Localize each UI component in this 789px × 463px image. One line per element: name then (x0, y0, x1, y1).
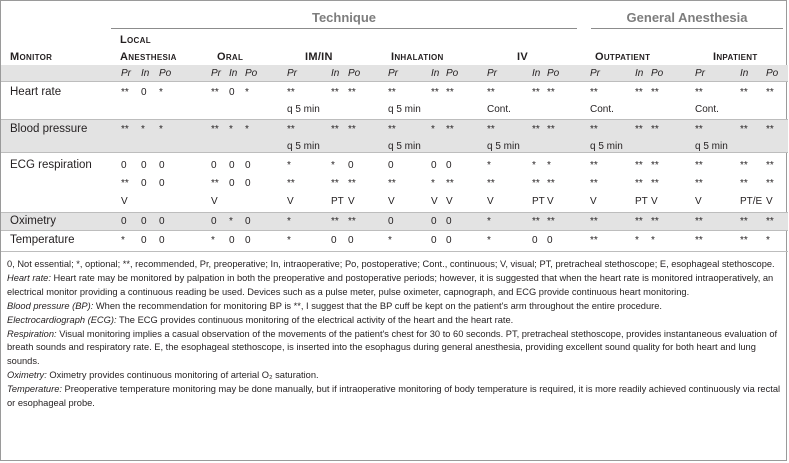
rule-4 (1, 230, 788, 231)
table-cell: * (487, 216, 491, 227)
rule-3 (1, 212, 788, 213)
table-cell: 0 (141, 216, 147, 227)
footnote-legend: 0, Not essential; *, optional; **, recommended, Pr, preoperative; In, intraoperative; Po, postoperative; Cont., continuous; V, visual; PT, pretracheal stethoscope; E, esophageal stethoscope. (7, 259, 775, 269)
subheader-inpatient-pr: Pr (695, 68, 705, 79)
table-cell: * (431, 178, 435, 189)
table-cell: 0 (245, 178, 251, 189)
table-cell: * (532, 160, 536, 171)
table-cell: 0 (532, 235, 538, 246)
footnote-oxi-text: Oximetry provides continuous monitoring of arterial O₂ saturation. (46, 370, 319, 381)
table-cell: q 5 min (695, 141, 728, 152)
subheader-oral-pr: Pr (211, 68, 221, 79)
footnote-resp-text: Visual monitoring implies a casual observation of the movements of the patient's chest for 30 to 60 seconds. PT, pretracheal stethoscope, provides instantaneous evaluation of breath sounds and respiratory rate. E, the esophageal stethoscope, is inserted into the esophagus during general anesthesia, providing excellent sound quality for both heart and lung sounds. (7, 328, 778, 367)
table-cell: ** (121, 124, 129, 135)
table-cell: 0 (446, 235, 452, 246)
table-cell: PT (532, 196, 545, 207)
table-cell: V (388, 196, 395, 207)
subheader-outpatient-po: Po (651, 68, 664, 79)
table-cell: 0 (141, 235, 147, 246)
col-inhalation: Inhalation (391, 51, 444, 63)
table-cell: ** (348, 124, 356, 135)
rule-bottom (1, 251, 788, 252)
table-cell: * (159, 87, 163, 98)
group-technique: Technique (311, 10, 377, 25)
col-local-anesthesia-line2: Anesthesia (120, 51, 177, 63)
subheader-local-pr: Pr (121, 68, 131, 79)
table-cell: ** (590, 178, 598, 189)
table-cell: 0 (159, 216, 165, 227)
table-cell: ** (446, 178, 454, 189)
table-cell: * (635, 235, 639, 246)
footnote-heart-rate (7, 272, 783, 300)
row-label: Temperature (10, 234, 75, 246)
table-cell: ** (331, 87, 339, 98)
table-cell: 0 (141, 178, 147, 189)
table-cell: ** (348, 178, 356, 189)
col-outpatient: Outpatient (595, 51, 651, 63)
table-cell: * (287, 216, 291, 227)
footnote-ecg (7, 314, 783, 328)
table-cell: ** (590, 160, 598, 171)
table-cell: q 5 min (287, 141, 320, 152)
rule-1 (1, 119, 788, 120)
table-cell: 0 (348, 160, 354, 171)
table-cell: ** (121, 178, 129, 189)
table-cell: ** (766, 160, 774, 171)
table-cell: 0 (159, 160, 165, 171)
table-cell: 0 (121, 160, 127, 171)
table-cell: 0 (431, 235, 437, 246)
subheader-local-in: In (141, 68, 150, 79)
table-cell: PT (331, 196, 344, 207)
table-cell: ** (635, 216, 643, 227)
table-cell: * (487, 235, 491, 246)
table-cell: 0 (211, 216, 217, 227)
table-cell: ** (695, 178, 703, 189)
footnote-resp-term: Respiration: (7, 328, 57, 339)
table-cell: ** (547, 216, 555, 227)
table-cell: 0 (229, 87, 235, 98)
table-cell: ** (388, 178, 396, 189)
table-cell: q 5 min (388, 141, 421, 152)
col-iv: IV (517, 51, 528, 63)
table-cell: 0 (159, 178, 165, 189)
table-cell: ** (766, 178, 774, 189)
table-cell: ** (487, 87, 495, 98)
table-cell: 0 (141, 160, 147, 171)
subheader-inhalation-in: In (431, 68, 440, 79)
table-cell: ** (635, 160, 643, 171)
table-cell: 0 (121, 216, 127, 227)
table-cell: ** (766, 216, 774, 227)
table-cell: * (245, 87, 249, 98)
table-cell: * (766, 235, 770, 246)
table-cell: 0 (245, 235, 251, 246)
table-cell: ** (211, 124, 219, 135)
table-cell: ** (211, 87, 219, 98)
table-cell: ** (590, 216, 598, 227)
table-cell: ** (547, 124, 555, 135)
table-cell: * (121, 235, 125, 246)
table-cell: ** (635, 178, 643, 189)
table-cell: V (547, 196, 554, 207)
group-general-anesthesia-rule (591, 28, 783, 29)
rule-2 (1, 152, 788, 153)
table-cell: ** (695, 235, 703, 246)
table-cell: ** (695, 124, 703, 135)
table-cell: ** (651, 216, 659, 227)
table-cell: * (487, 160, 491, 171)
subheader-outpatient-pr: Pr (590, 68, 600, 79)
table-cell: ** (590, 235, 598, 246)
table-cell: * (141, 124, 145, 135)
table-cell: ** (740, 124, 748, 135)
table-cell: ** (446, 124, 454, 135)
table-cell: ** (532, 87, 540, 98)
table-cell: ** (766, 124, 774, 135)
table-cell: ** (547, 87, 555, 98)
table-cell: * (211, 235, 215, 246)
subheader-iv-in: In (532, 68, 541, 79)
subheader-inhalation-pr: Pr (388, 68, 398, 79)
table-cell: ** (211, 178, 219, 189)
footnote-ecg-term: Electrocardiograph (ECG): (7, 314, 117, 325)
table-cell: ** (348, 87, 356, 98)
table-cell: * (229, 216, 233, 227)
table-cell: 0 (245, 216, 251, 227)
footnote-heart-rate-text: Heart rate may be monitored by palpation in both the preoperative and postoperative periods; however, it is suggested that when the heart rate is monitored intraoperatively, an electrical monitor providing a continuous reading be used. Devices such as a pulse meter, pulse oximeter, capnograph, and ECG provide continuous heart monitoring. (7, 272, 774, 297)
table-cell: q 5 min (487, 141, 520, 152)
table-cell: ** (487, 124, 495, 135)
footnote-oxi-term: Oximetry: (7, 370, 47, 381)
table-cell: V (590, 196, 597, 207)
table-cell: * (331, 160, 335, 171)
subheader-imin-po: Po (348, 68, 361, 79)
table-cell: V (348, 196, 355, 207)
footnote-bp-term: Blood pressure (BP): (7, 300, 94, 311)
row-label: ECG respiration (10, 159, 92, 171)
table-cell: ** (388, 124, 396, 135)
table-cell: V (487, 196, 494, 207)
subheader-inhalation-po: Po (446, 68, 459, 79)
table-cell: ** (635, 124, 643, 135)
footnote-oximetry (7, 369, 783, 383)
table-cell: V (651, 196, 658, 207)
table-cell: ** (740, 235, 748, 246)
table-cell: Cont. (695, 104, 719, 115)
table-cell: ** (651, 124, 659, 135)
table-cell: ** (331, 216, 339, 227)
table-cell: ** (695, 216, 703, 227)
table-cell: ** (766, 87, 774, 98)
table-cell: * (287, 160, 291, 171)
table-cell: * (229, 124, 233, 135)
col-local-anesthesia-line1: Local (120, 34, 151, 46)
subheader-oral-in: In (229, 68, 238, 79)
table-cell: ** (635, 87, 643, 98)
table-cell: q 5 min (388, 104, 421, 115)
table-cell: ** (446, 87, 454, 98)
subheader-inpatient-in: In (740, 68, 749, 79)
table-cell: 0 (141, 87, 147, 98)
table-cell: ** (740, 87, 748, 98)
table-cell: ** (532, 124, 540, 135)
table-cell: 0 (331, 235, 337, 246)
table-cell: ** (740, 178, 748, 189)
table-cell: * (547, 160, 551, 171)
subheader-local-po: Po (159, 68, 172, 79)
footnote-blood-pressure (7, 300, 783, 314)
footnote-ecg-text: The ECG provides continuous monitoring of the electrical activity of the heart and the heart rate. (116, 314, 514, 325)
subheader-oral-po: Po (245, 68, 258, 79)
table-cell: ** (121, 87, 129, 98)
footnote-heart-rate-term: Heart rate: (7, 272, 51, 283)
table-cell: V (695, 196, 702, 207)
table-cell: ** (590, 124, 598, 135)
subheader-outpatient-in: In (635, 68, 644, 79)
table-cell: 0 (431, 160, 437, 171)
table-cell: ** (348, 216, 356, 227)
table-cell: 0 (348, 235, 354, 246)
rule-top (1, 81, 788, 82)
table-cell: ** (331, 124, 339, 135)
group-technique-rule (111, 28, 577, 29)
col-inpatient: Inpatient (713, 51, 758, 63)
table-cell: V (287, 196, 294, 207)
table-cell: 0 (388, 160, 394, 171)
table-cell: 0 (446, 216, 452, 227)
table-cell: PT/E (740, 196, 763, 207)
table-cell: V (446, 196, 453, 207)
col-oral: Oral (217, 51, 244, 63)
table-cell: Cont. (487, 104, 511, 115)
row-label: Heart rate (10, 86, 62, 98)
footnote-bp-text: When the recommendation for monitoring BP is **, I suggest that the BP cuff be kept on the patient's arm throughout the entire procedure. (93, 300, 663, 311)
subheader-imin-in: In (331, 68, 340, 79)
subheader-inpatient-po: Po (766, 68, 779, 79)
table-cell: 0 (245, 160, 251, 171)
table-cell: * (159, 124, 163, 135)
table-cell: * (651, 235, 655, 246)
subheader-iv-po: Po (547, 68, 560, 79)
table-cell: ** (431, 87, 439, 98)
table-cell: ** (651, 87, 659, 98)
table-cell: PT (635, 196, 648, 207)
table-cell: ** (651, 178, 659, 189)
row-label: Blood pressure (10, 123, 88, 135)
footnote-respiration (7, 328, 783, 370)
table-cell: ** (532, 178, 540, 189)
table-cell: 0 (159, 235, 165, 246)
group-general-anesthesia: General Anesthesia (626, 10, 748, 25)
table-cell: 0 (446, 160, 452, 171)
table-cell: ** (287, 124, 295, 135)
table-cell: ** (388, 87, 396, 98)
table-cell: 0 (547, 235, 553, 246)
table-cell: 0 (229, 178, 235, 189)
row-band-oximetry (1, 212, 788, 230)
table-cell: ** (695, 87, 703, 98)
col-im-in: IM/IN (305, 51, 333, 63)
table-cell: ** (740, 160, 748, 171)
table-cell: ** (547, 178, 555, 189)
table-cell: V (211, 196, 218, 207)
col-monitor: Monitor (10, 51, 53, 63)
row-label: Oximetry (10, 215, 56, 227)
table-cell: * (431, 124, 435, 135)
table-cell: q 5 min (287, 104, 320, 115)
table-cell: V (431, 196, 438, 207)
table-cell: 0 (388, 216, 394, 227)
table-cell: ** (695, 160, 703, 171)
table-cell: ** (740, 216, 748, 227)
table-cell: * (245, 124, 249, 135)
table-cell: 0 (211, 160, 217, 171)
subheader-iv-pr: Pr (487, 68, 497, 79)
table-cell: * (388, 235, 392, 246)
footnote-temperature (7, 383, 783, 411)
table-cell: V (766, 196, 773, 207)
table-cell: ** (287, 178, 295, 189)
table-cell: 0 (229, 160, 235, 171)
table-cell: q 5 min (590, 141, 623, 152)
table-cell: ** (487, 178, 495, 189)
table-cell: ** (287, 87, 295, 98)
table-cell: ** (331, 178, 339, 189)
table-cell: ** (532, 216, 540, 227)
footnote-temp-text: Preoperative temperature monitoring may be done manually, but if intraoperative monitoring of body temperature is required, it is more readily achieved continuously via rectal or esophageal probe. (7, 384, 781, 409)
table-cell: * (287, 235, 291, 246)
subheader-imin-pr: Pr (287, 68, 297, 79)
table-cell: Cont. (590, 104, 614, 115)
table-cell: 0 (229, 235, 235, 246)
table-cell: 0 (431, 216, 437, 227)
table-cell: ** (651, 160, 659, 171)
table-cell: ** (590, 87, 598, 98)
footnote-temp-term: Temperature: (7, 384, 62, 395)
footnotes (7, 258, 783, 411)
table-cell: V (121, 196, 128, 207)
